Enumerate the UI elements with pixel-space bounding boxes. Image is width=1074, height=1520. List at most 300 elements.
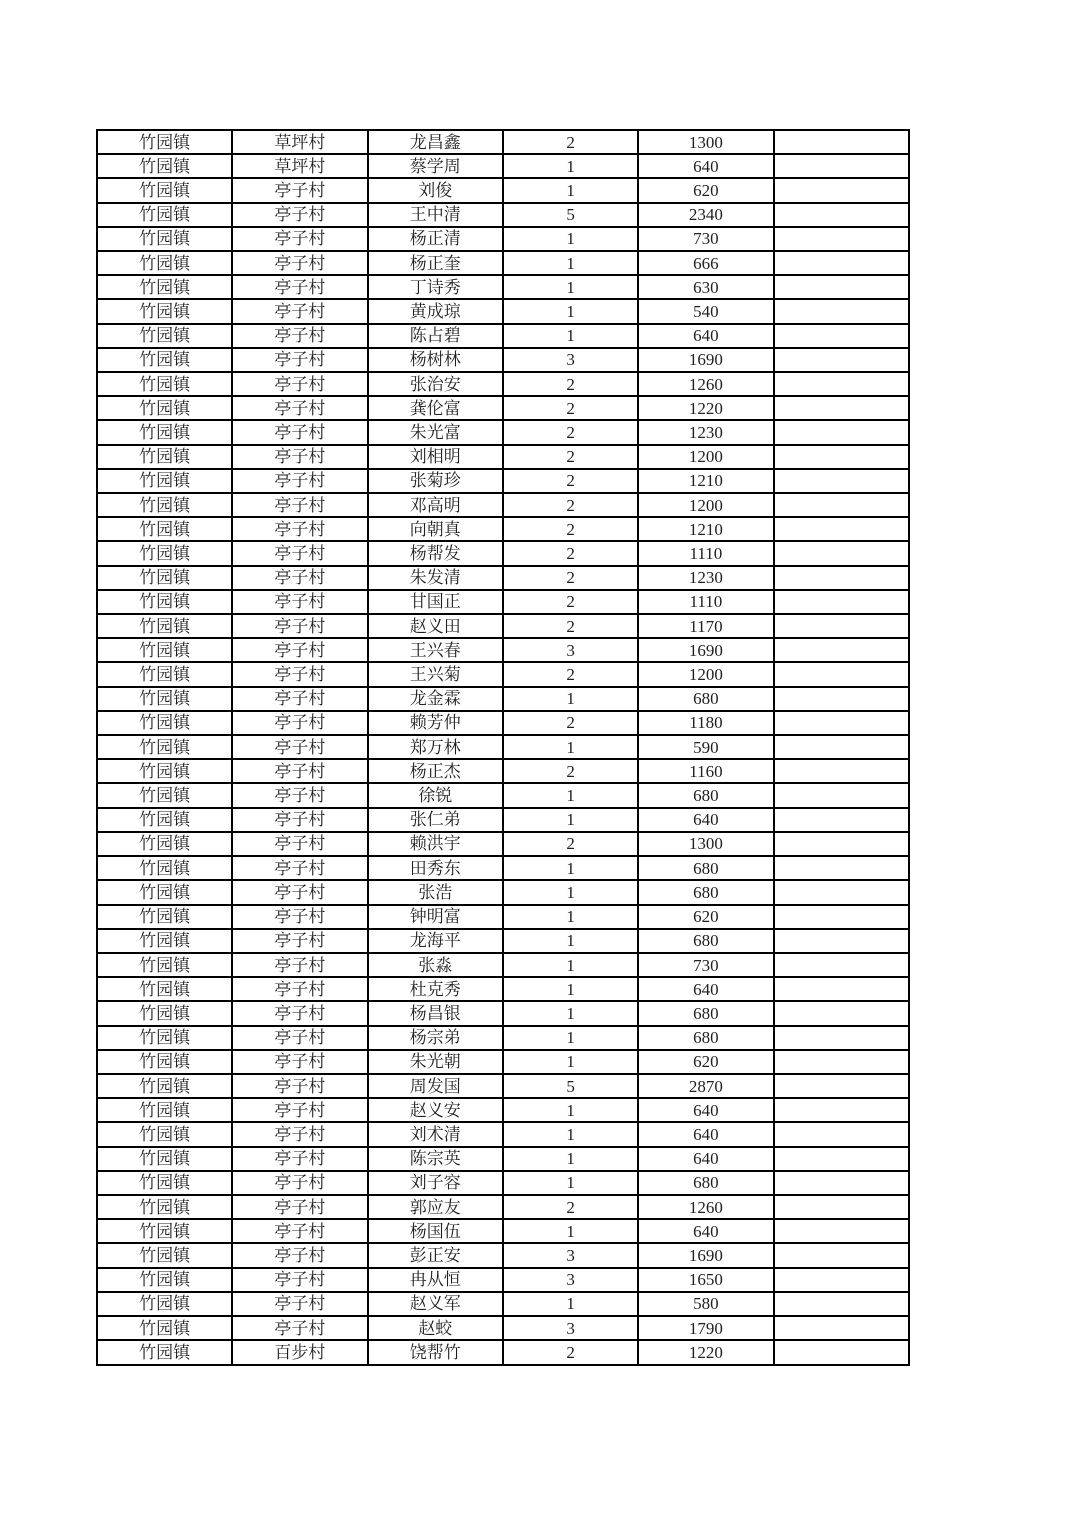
cell-person-name: 朱发清 bbox=[368, 566, 503, 590]
cell-person-name: 刘术清 bbox=[368, 1122, 503, 1146]
table-row bbox=[97, 1171, 909, 1195]
cell-town: 竹园镇 bbox=[97, 396, 232, 420]
cell-village: 亭子村 bbox=[232, 856, 367, 880]
cell-count: 2 bbox=[503, 541, 638, 565]
cell-town: 竹园镇 bbox=[97, 566, 232, 590]
table-row bbox=[97, 783, 909, 807]
table-row bbox=[97, 420, 909, 444]
cell-blank bbox=[774, 1243, 909, 1267]
cell-blank bbox=[774, 808, 909, 832]
table-row bbox=[97, 759, 909, 783]
cell-town: 竹园镇 bbox=[97, 517, 232, 541]
cell-village: 亭子村 bbox=[232, 1074, 367, 1098]
cell-amount: 1180 bbox=[638, 711, 773, 735]
cell-person-name: 陈宗英 bbox=[368, 1147, 503, 1171]
cell-village: 亭子村 bbox=[232, 1316, 367, 1340]
cell-town: 竹园镇 bbox=[97, 808, 232, 832]
cell-town: 竹园镇 bbox=[97, 1316, 232, 1340]
table-row bbox=[97, 154, 909, 178]
cell-amount: 1220 bbox=[638, 1340, 773, 1365]
cell-town: 竹园镇 bbox=[97, 1050, 232, 1074]
cell-person-name: 向朝真 bbox=[368, 517, 503, 541]
cell-count: 2 bbox=[503, 396, 638, 420]
cell-blank bbox=[774, 735, 909, 759]
cell-blank bbox=[774, 856, 909, 880]
cell-town: 竹园镇 bbox=[97, 251, 232, 275]
table-body bbox=[97, 130, 909, 1365]
cell-village: 亭子村 bbox=[232, 1171, 367, 1195]
cell-town: 竹园镇 bbox=[97, 614, 232, 638]
cell-person-name: 张仁弟 bbox=[368, 808, 503, 832]
cell-blank bbox=[774, 662, 909, 686]
cell-village: 亭子村 bbox=[232, 953, 367, 977]
cell-town: 竹园镇 bbox=[97, 880, 232, 904]
table-row bbox=[97, 130, 909, 154]
cell-blank bbox=[774, 445, 909, 469]
cell-person-name: 刘俊 bbox=[368, 178, 503, 202]
cell-blank bbox=[774, 759, 909, 783]
table-row bbox=[97, 1243, 909, 1267]
cell-village: 亭子村 bbox=[232, 929, 367, 953]
cell-town: 竹园镇 bbox=[97, 420, 232, 444]
table-row bbox=[97, 299, 909, 323]
cell-person-name: 黄成琼 bbox=[368, 299, 503, 323]
cell-village: 亭子村 bbox=[232, 566, 367, 590]
cell-amount: 620 bbox=[638, 1050, 773, 1074]
cell-village: 亭子村 bbox=[232, 324, 367, 348]
cell-count: 3 bbox=[503, 1316, 638, 1340]
cell-count: 2 bbox=[503, 759, 638, 783]
cell-amount: 640 bbox=[638, 1098, 773, 1122]
cell-count: 2 bbox=[503, 493, 638, 517]
table-row bbox=[97, 178, 909, 202]
cell-village: 亭子村 bbox=[232, 783, 367, 807]
cell-blank bbox=[774, 783, 909, 807]
cell-village: 亭子村 bbox=[232, 396, 367, 420]
cell-person-name: 饶帮竹 bbox=[368, 1340, 503, 1365]
cell-person-name: 龙昌鑫 bbox=[368, 130, 503, 154]
cell-count: 5 bbox=[503, 1074, 638, 1098]
cell-person-name: 赖芳仲 bbox=[368, 711, 503, 735]
table-row bbox=[97, 905, 909, 929]
cell-count: 2 bbox=[503, 566, 638, 590]
cell-person-name: 王中清 bbox=[368, 203, 503, 227]
cell-count: 2 bbox=[503, 420, 638, 444]
cell-person-name: 龙海平 bbox=[368, 929, 503, 953]
cell-count: 2 bbox=[503, 711, 638, 735]
cell-village: 亭子村 bbox=[232, 1026, 367, 1050]
cell-village: 草坪村 bbox=[232, 154, 367, 178]
cell-person-name: 杨树林 bbox=[368, 348, 503, 372]
cell-town: 竹园镇 bbox=[97, 977, 232, 1001]
cell-person-name: 杨正清 bbox=[368, 227, 503, 251]
table-row bbox=[97, 1195, 909, 1219]
cell-town: 竹园镇 bbox=[97, 445, 232, 469]
cell-town: 竹园镇 bbox=[97, 299, 232, 323]
cell-blank bbox=[774, 251, 909, 275]
cell-town: 竹园镇 bbox=[97, 953, 232, 977]
cell-count: 2 bbox=[503, 517, 638, 541]
cell-count: 2 bbox=[503, 445, 638, 469]
cell-amount: 620 bbox=[638, 905, 773, 929]
cell-person-name: 王兴菊 bbox=[368, 662, 503, 686]
cell-amount: 590 bbox=[638, 735, 773, 759]
cell-person-name: 杨帮发 bbox=[368, 541, 503, 565]
cell-town: 竹园镇 bbox=[97, 1074, 232, 1098]
cell-blank bbox=[774, 275, 909, 299]
table-row bbox=[97, 1026, 909, 1050]
cell-town: 竹园镇 bbox=[97, 1122, 232, 1146]
cell-amount: 540 bbox=[638, 299, 773, 323]
cell-blank bbox=[774, 1219, 909, 1243]
cell-amount: 1790 bbox=[638, 1316, 773, 1340]
cell-village: 亭子村 bbox=[232, 1268, 367, 1292]
table-row bbox=[97, 832, 909, 856]
cell-count: 3 bbox=[503, 1243, 638, 1267]
cell-village: 亭子村 bbox=[232, 1292, 367, 1316]
cell-blank bbox=[774, 953, 909, 977]
table-row bbox=[97, 396, 909, 420]
cell-town: 竹园镇 bbox=[97, 1001, 232, 1025]
cell-town: 竹园镇 bbox=[97, 1243, 232, 1267]
cell-person-name: 赵义军 bbox=[368, 1292, 503, 1316]
cell-blank bbox=[774, 687, 909, 711]
cell-count: 5 bbox=[503, 203, 638, 227]
cell-person-name: 蔡学周 bbox=[368, 154, 503, 178]
cell-count: 1 bbox=[503, 808, 638, 832]
cell-blank bbox=[774, 154, 909, 178]
cell-village: 亭子村 bbox=[232, 662, 367, 686]
cell-person-name: 杨宗弟 bbox=[368, 1026, 503, 1050]
cell-blank bbox=[774, 203, 909, 227]
cell-amount: 640 bbox=[638, 154, 773, 178]
cell-town: 竹园镇 bbox=[97, 1195, 232, 1219]
cell-blank bbox=[774, 324, 909, 348]
cell-village: 亭子村 bbox=[232, 493, 367, 517]
cell-blank bbox=[774, 299, 909, 323]
cell-village: 亭子村 bbox=[232, 275, 367, 299]
cell-village: 亭子村 bbox=[232, 977, 367, 1001]
cell-blank bbox=[774, 1195, 909, 1219]
cell-blank bbox=[774, 517, 909, 541]
cell-blank bbox=[774, 711, 909, 735]
cell-village: 亭子村 bbox=[232, 590, 367, 614]
cell-count: 1 bbox=[503, 953, 638, 977]
table-row bbox=[97, 1219, 909, 1243]
cell-town: 竹园镇 bbox=[97, 687, 232, 711]
cell-town: 竹园镇 bbox=[97, 1098, 232, 1122]
cell-count: 1 bbox=[503, 1292, 638, 1316]
cell-count: 2 bbox=[503, 662, 638, 686]
cell-amount: 640 bbox=[638, 1122, 773, 1146]
cell-blank bbox=[774, 929, 909, 953]
cell-amount: 640 bbox=[638, 324, 773, 348]
cell-blank bbox=[774, 178, 909, 202]
cell-blank bbox=[774, 977, 909, 1001]
cell-amount: 640 bbox=[638, 1219, 773, 1243]
cell-person-name: 杜克秀 bbox=[368, 977, 503, 1001]
table-row bbox=[97, 1316, 909, 1340]
cell-blank bbox=[774, 1074, 909, 1098]
cell-count: 1 bbox=[503, 275, 638, 299]
cell-village: 亭子村 bbox=[232, 905, 367, 929]
cell-amount: 680 bbox=[638, 880, 773, 904]
cell-person-name: 杨正杰 bbox=[368, 759, 503, 783]
cell-count: 1 bbox=[503, 1098, 638, 1122]
cell-blank bbox=[774, 832, 909, 856]
cell-town: 竹园镇 bbox=[97, 541, 232, 565]
cell-person-name: 王兴春 bbox=[368, 638, 503, 662]
cell-blank bbox=[774, 1026, 909, 1050]
cell-town: 竹园镇 bbox=[97, 372, 232, 396]
table-row bbox=[97, 517, 909, 541]
cell-person-name: 冉从恒 bbox=[368, 1268, 503, 1292]
cell-village: 亭子村 bbox=[232, 251, 367, 275]
table-row bbox=[97, 711, 909, 735]
cell-person-name: 田秀东 bbox=[368, 856, 503, 880]
cell-blank bbox=[774, 1050, 909, 1074]
cell-person-name: 张菊珍 bbox=[368, 469, 503, 493]
cell-amount: 680 bbox=[638, 856, 773, 880]
cell-amount: 1300 bbox=[638, 130, 773, 154]
cell-town: 竹园镇 bbox=[97, 178, 232, 202]
cell-amount: 1200 bbox=[638, 662, 773, 686]
cell-amount: 680 bbox=[638, 687, 773, 711]
cell-count: 1 bbox=[503, 251, 638, 275]
cell-count: 2 bbox=[503, 832, 638, 856]
cell-amount: 1230 bbox=[638, 420, 773, 444]
cell-blank bbox=[774, 638, 909, 662]
cell-town: 竹园镇 bbox=[97, 493, 232, 517]
table-row bbox=[97, 1340, 909, 1365]
cell-amount: 680 bbox=[638, 783, 773, 807]
cell-town: 竹园镇 bbox=[97, 856, 232, 880]
cell-person-name: 郭应友 bbox=[368, 1195, 503, 1219]
cell-count: 1 bbox=[503, 929, 638, 953]
cell-blank bbox=[774, 420, 909, 444]
cell-person-name: 郑万林 bbox=[368, 735, 503, 759]
cell-blank bbox=[774, 905, 909, 929]
cell-person-name: 杨昌银 bbox=[368, 1001, 503, 1025]
cell-person-name: 钟明富 bbox=[368, 905, 503, 929]
table-row bbox=[97, 203, 909, 227]
cell-town: 竹园镇 bbox=[97, 735, 232, 759]
cell-count: 2 bbox=[503, 590, 638, 614]
table-row bbox=[97, 251, 909, 275]
cell-blank bbox=[774, 1316, 909, 1340]
cell-town: 竹园镇 bbox=[97, 929, 232, 953]
cell-amount: 630 bbox=[638, 275, 773, 299]
cell-count: 2 bbox=[503, 614, 638, 638]
table-row bbox=[97, 227, 909, 251]
table-row bbox=[97, 541, 909, 565]
cell-count: 1 bbox=[503, 1122, 638, 1146]
cell-count: 1 bbox=[503, 977, 638, 1001]
cell-blank bbox=[774, 1147, 909, 1171]
table-row bbox=[97, 469, 909, 493]
cell-blank bbox=[774, 566, 909, 590]
cell-village: 亭子村 bbox=[232, 1001, 367, 1025]
cell-amount: 1160 bbox=[638, 759, 773, 783]
cell-person-name: 徐锐 bbox=[368, 783, 503, 807]
cell-blank bbox=[774, 130, 909, 154]
cell-village: 亭子村 bbox=[232, 735, 367, 759]
cell-village: 亭子村 bbox=[232, 1122, 367, 1146]
cell-person-name: 彭正安 bbox=[368, 1243, 503, 1267]
cell-amount: 640 bbox=[638, 1147, 773, 1171]
cell-village: 亭子村 bbox=[232, 203, 367, 227]
cell-person-name: 杨国伍 bbox=[368, 1219, 503, 1243]
cell-town: 竹园镇 bbox=[97, 832, 232, 856]
cell-count: 1 bbox=[503, 154, 638, 178]
cell-person-name: 甘国正 bbox=[368, 590, 503, 614]
cell-village: 百步村 bbox=[232, 1340, 367, 1365]
cell-amount: 2340 bbox=[638, 203, 773, 227]
cell-person-name: 周发国 bbox=[368, 1074, 503, 1098]
cell-amount: 1210 bbox=[638, 469, 773, 493]
cell-town: 竹园镇 bbox=[97, 662, 232, 686]
table-row bbox=[97, 324, 909, 348]
cell-blank bbox=[774, 880, 909, 904]
cell-town: 竹园镇 bbox=[97, 590, 232, 614]
cell-blank bbox=[774, 1340, 909, 1365]
cell-village: 亭子村 bbox=[232, 1147, 367, 1171]
cell-village: 亭子村 bbox=[232, 711, 367, 735]
cell-blank bbox=[774, 469, 909, 493]
cell-village: 亭子村 bbox=[232, 614, 367, 638]
cell-amount: 620 bbox=[638, 178, 773, 202]
cell-blank bbox=[774, 1268, 909, 1292]
cell-village: 亭子村 bbox=[232, 420, 367, 444]
cell-person-name: 陈占碧 bbox=[368, 324, 503, 348]
table-row bbox=[97, 372, 909, 396]
cell-village: 亭子村 bbox=[232, 517, 367, 541]
cell-village: 亭子村 bbox=[232, 469, 367, 493]
cell-village: 亭子村 bbox=[232, 808, 367, 832]
cell-amount: 1200 bbox=[638, 445, 773, 469]
cell-amount: 730 bbox=[638, 953, 773, 977]
cell-count: 1 bbox=[503, 856, 638, 880]
cell-count: 3 bbox=[503, 638, 638, 662]
cell-person-name: 张治安 bbox=[368, 372, 503, 396]
cell-count: 2 bbox=[503, 372, 638, 396]
table-row bbox=[97, 662, 909, 686]
cell-village: 亭子村 bbox=[232, 1219, 367, 1243]
cell-amount: 730 bbox=[638, 227, 773, 251]
cell-count: 1 bbox=[503, 299, 638, 323]
cell-count: 2 bbox=[503, 469, 638, 493]
cell-town: 竹园镇 bbox=[97, 1340, 232, 1365]
table-row bbox=[97, 614, 909, 638]
cell-count: 1 bbox=[503, 687, 638, 711]
cell-village: 亭子村 bbox=[232, 1195, 367, 1219]
table-row bbox=[97, 1098, 909, 1122]
cell-town: 竹园镇 bbox=[97, 783, 232, 807]
cell-town: 竹园镇 bbox=[97, 759, 232, 783]
cell-village: 亭子村 bbox=[232, 541, 367, 565]
cell-village: 亭子村 bbox=[232, 1243, 367, 1267]
cell-amount: 1260 bbox=[638, 1195, 773, 1219]
cell-town: 竹园镇 bbox=[97, 1026, 232, 1050]
table-row bbox=[97, 348, 909, 372]
cell-person-name: 龚伦富 bbox=[368, 396, 503, 420]
cell-blank bbox=[774, 1098, 909, 1122]
table-row bbox=[97, 493, 909, 517]
cell-count: 2 bbox=[503, 1195, 638, 1219]
cell-village: 亭子村 bbox=[232, 299, 367, 323]
table-row bbox=[97, 1147, 909, 1171]
cell-amount: 1110 bbox=[638, 541, 773, 565]
cell-blank bbox=[774, 1171, 909, 1195]
cell-count: 1 bbox=[503, 905, 638, 929]
cell-person-name: 朱光朝 bbox=[368, 1050, 503, 1074]
table-row bbox=[97, 1268, 909, 1292]
cell-count: 1 bbox=[503, 1219, 638, 1243]
cell-count: 2 bbox=[503, 130, 638, 154]
cell-amount: 1690 bbox=[638, 1243, 773, 1267]
cell-village: 亭子村 bbox=[232, 638, 367, 662]
cell-village: 亭子村 bbox=[232, 687, 367, 711]
cell-count: 1 bbox=[503, 783, 638, 807]
cell-amount: 1220 bbox=[638, 396, 773, 420]
cell-amount: 1110 bbox=[638, 590, 773, 614]
cell-count: 1 bbox=[503, 227, 638, 251]
table-row bbox=[97, 856, 909, 880]
cell-person-name: 刘相明 bbox=[368, 445, 503, 469]
cell-blank bbox=[774, 541, 909, 565]
cell-count: 1 bbox=[503, 1001, 638, 1025]
cell-amount: 1650 bbox=[638, 1268, 773, 1292]
table-row bbox=[97, 1001, 909, 1025]
cell-blank bbox=[774, 372, 909, 396]
cell-count: 1 bbox=[503, 735, 638, 759]
cell-count: 3 bbox=[503, 348, 638, 372]
cell-amount: 1300 bbox=[638, 832, 773, 856]
cell-amount: 1690 bbox=[638, 348, 773, 372]
cell-count: 3 bbox=[503, 1268, 638, 1292]
cell-town: 竹园镇 bbox=[97, 324, 232, 348]
cell-amount: 580 bbox=[638, 1292, 773, 1316]
cell-count: 1 bbox=[503, 1171, 638, 1195]
cell-person-name: 丁诗秀 bbox=[368, 275, 503, 299]
cell-village: 亭子村 bbox=[232, 445, 367, 469]
cell-blank bbox=[774, 1292, 909, 1316]
cell-person-name: 刘子容 bbox=[368, 1171, 503, 1195]
cell-town: 竹园镇 bbox=[97, 203, 232, 227]
table-row bbox=[97, 687, 909, 711]
cell-town: 竹园镇 bbox=[97, 227, 232, 251]
subsidy-table bbox=[96, 129, 910, 1366]
table-row bbox=[97, 929, 909, 953]
cell-count: 1 bbox=[503, 178, 638, 202]
cell-person-name: 赵义安 bbox=[368, 1098, 503, 1122]
cell-town: 竹园镇 bbox=[97, 1292, 232, 1316]
cell-village: 亭子村 bbox=[232, 1098, 367, 1122]
cell-blank bbox=[774, 396, 909, 420]
table-row bbox=[97, 275, 909, 299]
table-row bbox=[97, 590, 909, 614]
cell-town: 竹园镇 bbox=[97, 1171, 232, 1195]
cell-person-name: 邓高明 bbox=[368, 493, 503, 517]
table-row bbox=[97, 445, 909, 469]
cell-count: 1 bbox=[503, 880, 638, 904]
cell-amount: 680 bbox=[638, 1026, 773, 1050]
table-row bbox=[97, 566, 909, 590]
cell-town: 竹园镇 bbox=[97, 1147, 232, 1171]
cell-blank bbox=[774, 227, 909, 251]
cell-village: 亭子村 bbox=[232, 372, 367, 396]
cell-village: 亭子村 bbox=[232, 880, 367, 904]
